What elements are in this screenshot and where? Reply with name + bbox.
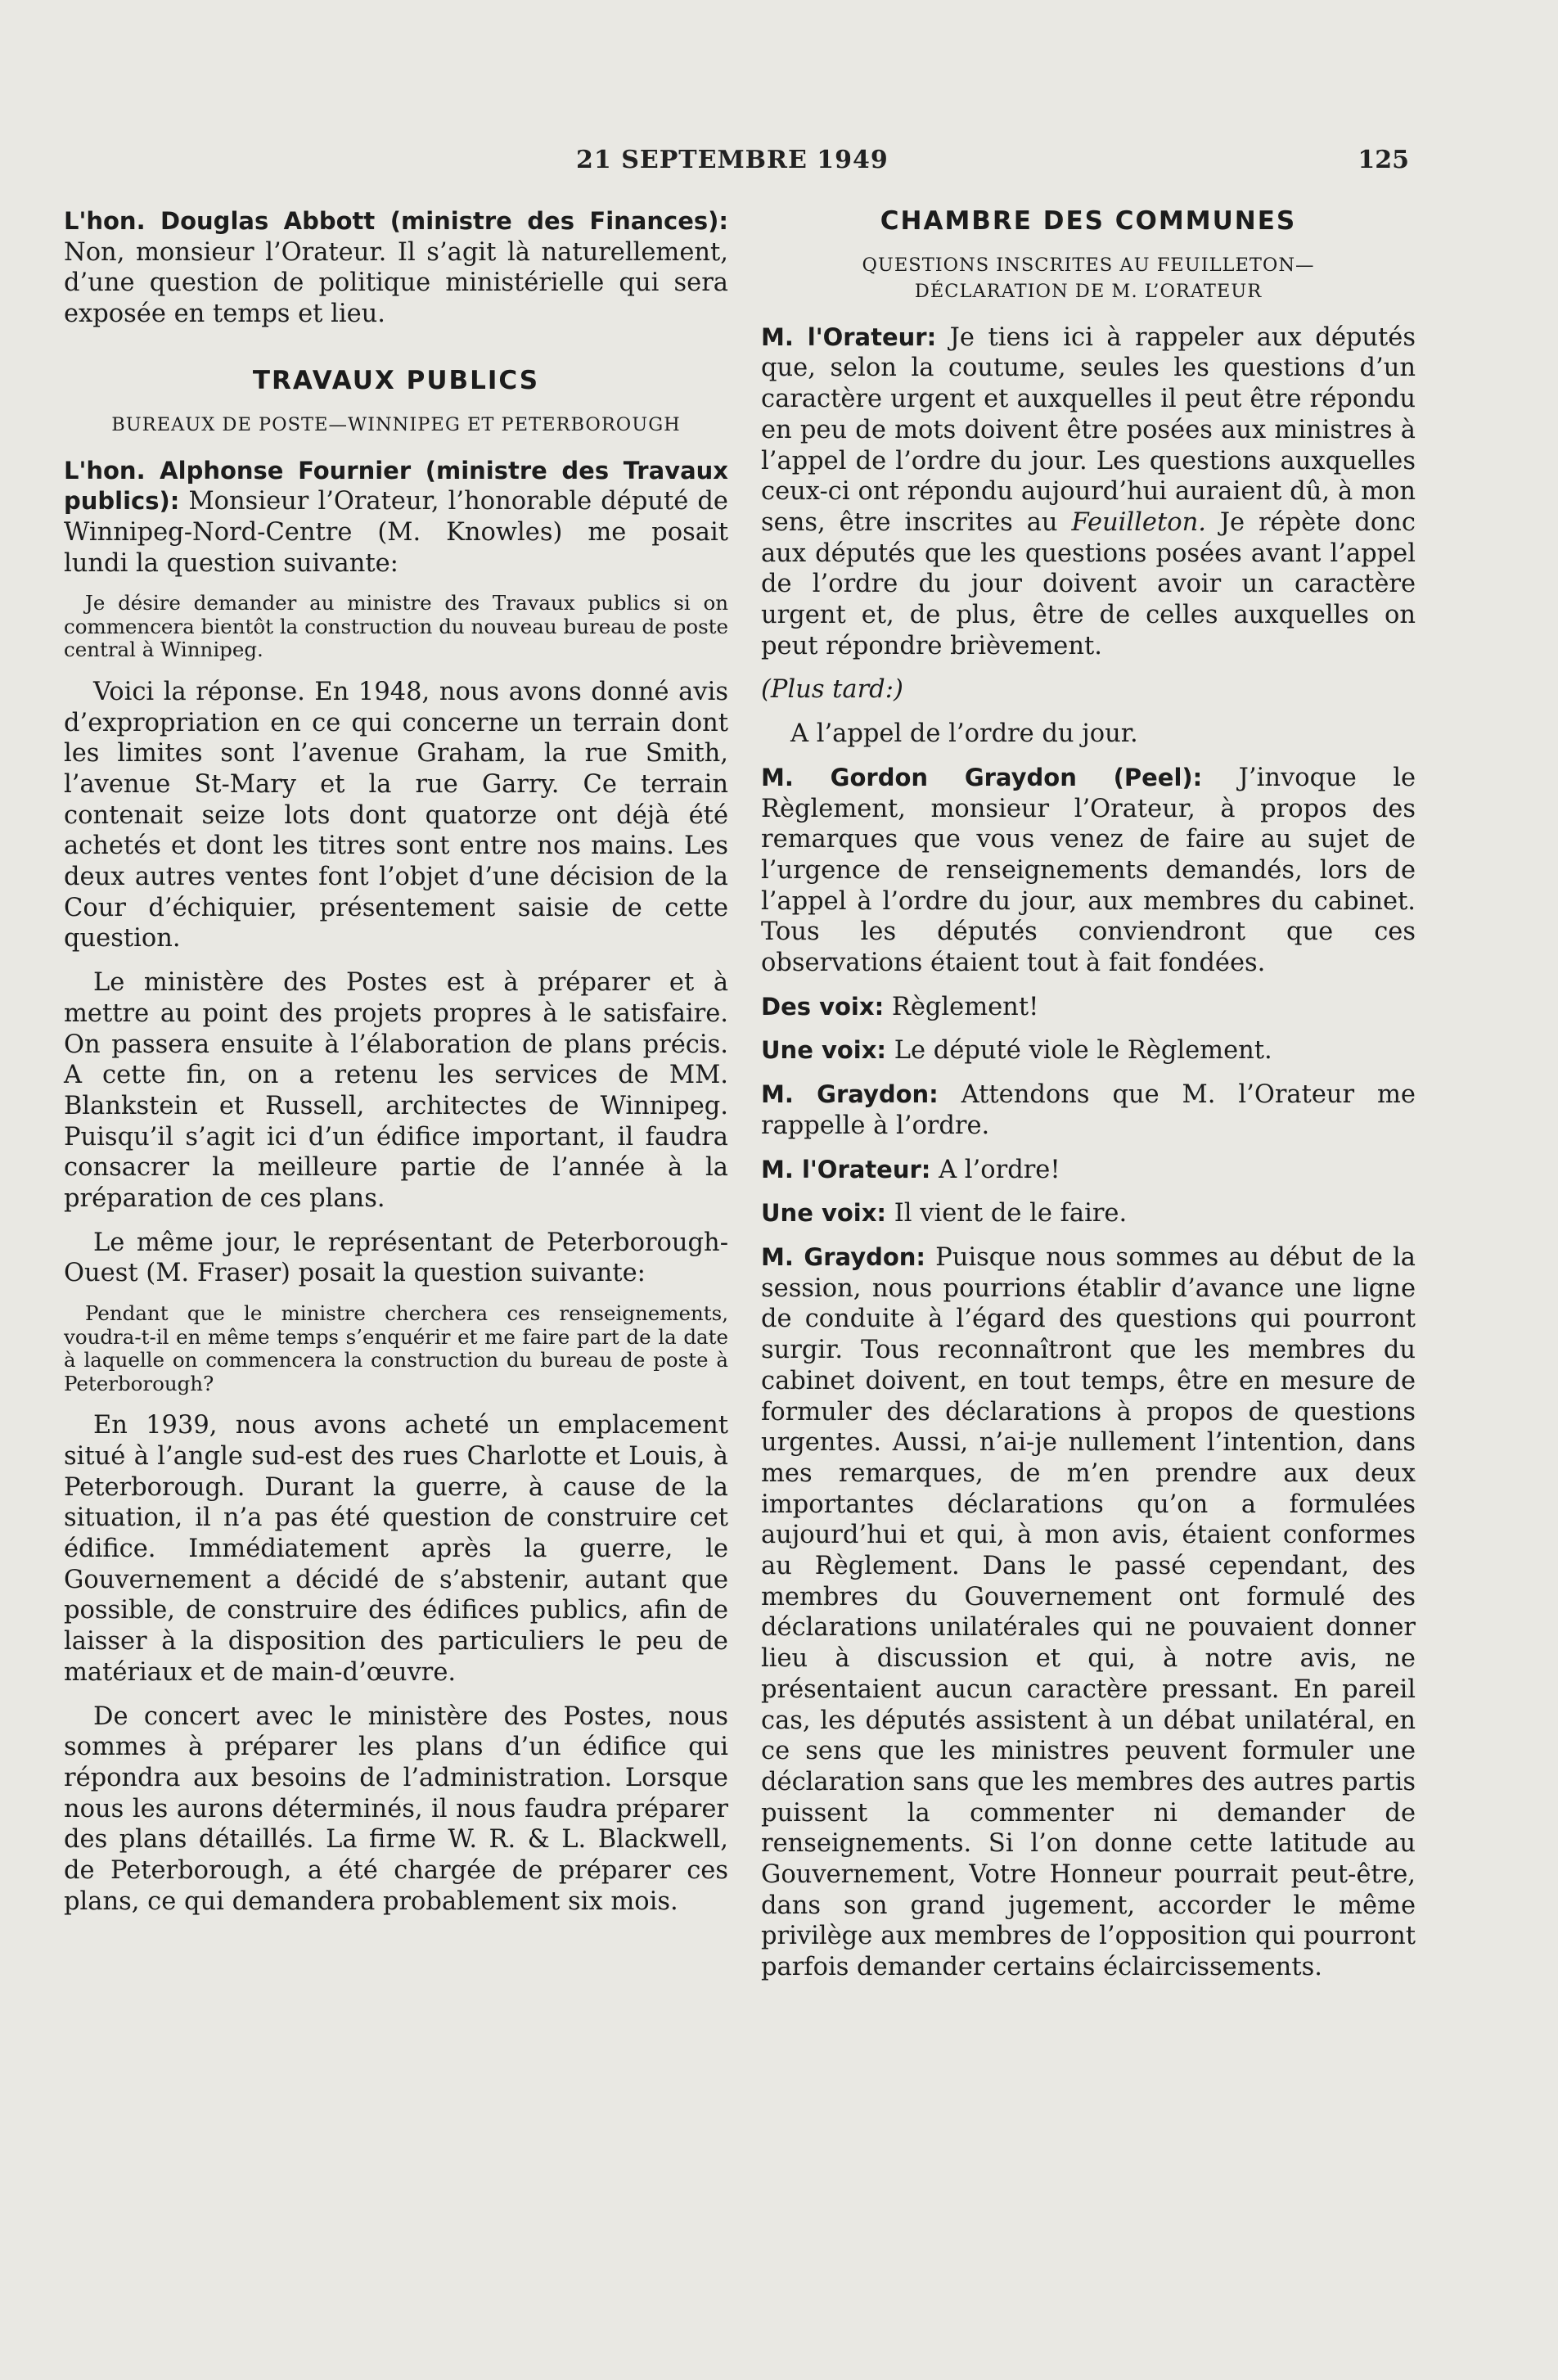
paragraph: Voici la réponse. En 1948, nous avons donné avis d’expropriation en ce qui concerne un terrain dont les limites sont l’avenue Graham, la rue Smith, l’avenue St-Mary et la rue Garry. Ce terrain contenait seize lots dont quatorze ont déjà été achetés et dont les titres sont entre nos mains. Les deux autres ventes font l’objet d’une décision de la Cour d’échiquier, présentement saisie de cette question. [64, 677, 728, 953]
left-column [64, 206, 728, 1930]
paragraph-text: Le député viole le Règlement. [886, 1036, 1272, 1066]
paragraph-abbott [64, 206, 728, 330]
section-subheading: BUREAUX DE POSTE—WINNIPEG ET PETERBOROUGH [111, 413, 681, 435]
paragraph-orateur [761, 322, 1416, 662]
paragraph-graydon [761, 1242, 1416, 1983]
quoted-question: Pendant que le ministre cherchera ces renseignements, voudra-t-il en même temps s’enquérir et me faire part de la date à laquelle on commencera la construction du bureau de poste à Peterborough? [64, 1301, 728, 1395]
paragraph-text: A l’ordre! [930, 1155, 1060, 1184]
speaker-name: Une voix: [761, 1199, 887, 1228]
paragraph-text: Je répète donc aux députés que les questions posées avant l’appel de l’ordre du jour doivent avoir un caractère urgent et, de plus, être de celles auxquelles on peut répondre brièvement. [761, 507, 1416, 660]
paragraph: A l’appel de l’ordre du jour. [790, 719, 1138, 749]
paragraph: En 1939, nous avons acheté un emplacement situé à l’angle sud-est des rues Charlotte et Louis, à Peterborough. Durant la guerre, à cause de la situation, il n’a pas été question de construire cet édifice. Immédiatement après la guerre, le Gouvernement a décidé de s’abstenir, autant que possible, de construire des édifices publics, afin de laisser à la disposition des particuliers le peu de matériaux et de main-d’œuvre. [64, 1411, 728, 1687]
speaker-name: L'hon. Alphonse Fournier (ministre des Travaux publics): [64, 456, 728, 516]
quoted-question: Je désire demander au ministre des Travaux publics si on commencera bientôt la construction du nouveau bureau de poste central à Winnipeg. [64, 591, 728, 662]
speaker-name: Une voix: [761, 1036, 887, 1065]
header-date: 21 SEPTEMBRE 1949 [576, 146, 889, 174]
paragraph-text: J’invoque le Règlement, monsieur l’Orateur, à propos des remarques que vous venez de faire au sujet de l’urgence de renseignements demandés, lors de l’appel à l’ordre du jour, aux membres du cabinet. Tous les députés conviendront que ces observations étaient tout à fait fondées. [761, 763, 1416, 978]
paragraph-text: Je tiens ici à rappeler aux députés que, selon la coutume, seules les questions d’un caractère urgent et auxquelles il peut être répondu en peu de mots doivent être posées aux ministres à l’appel de l’ordre du jour. Les questions auxquelles ceux-ci ont répondu aujourd’hui auraient dû, à mon sens, être inscrites au [761, 322, 1416, 537]
section-heading: TRAVAUX PUBLICS [252, 365, 540, 395]
subheading-line: DÉCLARATION DE M. L’ORATEUR [914, 280, 1263, 302]
paragraph-fournier [64, 456, 728, 579]
speaker-name: M. Graydon: [761, 1080, 939, 1109]
paragraph-graydon [761, 1080, 1416, 1141]
paragraph-voice [761, 1198, 1416, 1229]
paragraph-orateur [761, 1155, 1416, 1186]
speaker-name: M. Graydon: [761, 1242, 926, 1271]
section-subheading [761, 252, 1416, 304]
paragraph-voice [761, 1035, 1416, 1066]
paragraph-text: Monsieur l’Orateur, l’honorable député de Winnipeg-Nord-Centre (M. Knowles) me posait lundi la question suivante: [64, 487, 728, 578]
aside-note: (Plus tard:) [761, 675, 903, 705]
paragraph: Le ministère des Postes est à préparer et à mettre au point des projets propres à le satisfaire. On passera ensuite à l’élaboration de plans précis. A cette fin, on a retenu les services de MM. Blankstein et Russell, architectes de Winnipeg. Puisqu’il s’agit ici d’un édifice important, il faudra consacrer la meilleure partie de l’année à la préparation de ces plans. [64, 968, 728, 1214]
paragraph-text: Puisque nous sommes au début de la session, nous pourrions établir d’avance une ligne de conduite à l’égard des questions qui pourront surgir. Tous reconnaîtront que les membres du cabinet doivent, en tout temps, être en mesure de formuler des déclarations à propos de questions urgentes. Aussi, n’ai-je nullement l’intention, dans mes remarques, de m’en prendre aux deux importantes déclarations qu’on a formulées aujourd’hui et qui, à mon avis, étaient conformes au Règlement. Dans le passé cependant, des membres du Gouvernement ont formulé des déclarations unilatérales qui ne pouvaient donner lieu à discussion et qui, à notre avis, ne présentaient aucun caractère pressant. En pareil cas, les députés assistent à un débat unilatéral, en ce sens que les ministres peuvent formuler une déclaration sans que les membres des autres partis puissent la commenter ni demander de renseignements. Si l’on donne cette latitude au Gouvernement, Votre Honneur pourrait peut-être, dans son grand jugement, accorder le même privilège aux membres de l’opposition qui pourront parfois demander certains éclaircissements. [761, 1242, 1416, 1982]
speaker-name: Des voix: [761, 992, 885, 1021]
section-heading: CHAMBRE DES COMMUNES [880, 206, 1297, 236]
speaker-name: L'hon. Douglas Abbott (ministre des Finances): [64, 207, 728, 235]
italic-text: Feuilleton. [1071, 507, 1206, 537]
right-column [761, 206, 1416, 1996]
paragraph-text: Règlement! [884, 992, 1039, 1021]
speaker-name: M. l'Orateur: [761, 322, 937, 351]
speaker-name: M. l'Orateur: [761, 1155, 931, 1183]
paragraph-graydon [761, 763, 1416, 979]
paragraph: Le même jour, le représentant de Peterborough-Ouest (M. Fraser) posait la question suivante: [64, 1228, 728, 1288]
page-number: 125 [1358, 146, 1409, 174]
paragraph-voices [761, 992, 1416, 1023]
paragraph-text: Il vient de le faire. [886, 1199, 1128, 1228]
page-header [0, 146, 1558, 187]
paragraph-text: Non, monsieur l’Orateur. Il s’agit là naturellement, d’une question de politique ministérielle qui sera exposée en temps et lieu. [64, 237, 728, 329]
speaker-name: M. Gordon Graydon (Peel): [761, 763, 1203, 791]
paragraph-text: Attendons que M. l’Orateur me rappelle à l’ordre. [761, 1080, 1416, 1140]
subheading-line: QUESTIONS INSCRITES AU FEUILLETON— [862, 254, 1315, 276]
paragraph: De concert avec le ministère des Postes, nous sommes à préparer les plans d’un édifice qui répondra aux besoins de l’administration. Lorsque nous les aurons déterminés, il nous faudra préparer des plans détaillés. La firme W. R. & L. Blackwell, de Peterborough, a été chargée de préparer ces plans, ce qui demandera probablement six mois. [64, 1702, 728, 1916]
